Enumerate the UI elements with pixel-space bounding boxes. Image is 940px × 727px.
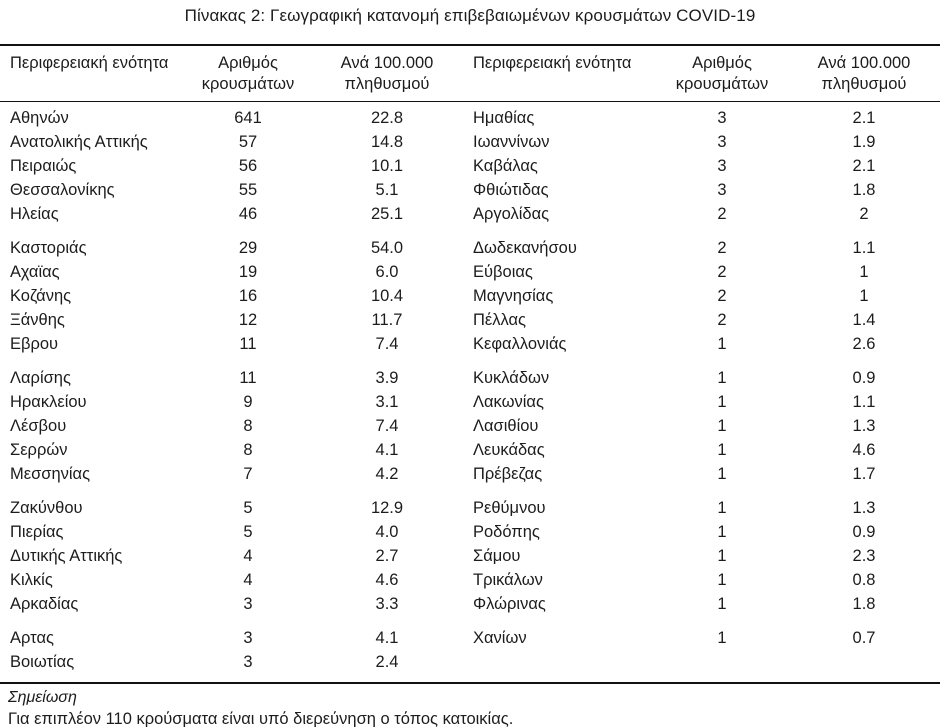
region-cell: Ξάνθης [10,311,65,329]
region-cell: Κιλκίς [10,571,53,589]
region-cell: Κεφαλλονιάς [473,335,567,353]
cases-cell: 11 [239,335,257,353]
rate-cell: 3.1 [375,393,399,411]
cases-cell: 2 [717,205,727,223]
cases-cell: 3 [243,595,253,613]
table-row [0,284,940,308]
cases-cell: 46 [238,205,258,223]
rate-cell: 6.0 [375,263,399,281]
cases-cell: 11 [239,369,257,387]
region-cell: Φλώρινας [473,595,546,613]
table-row [0,568,940,592]
column-header-cases-left: Αριθμός κρουσμάτων [182,45,314,102]
rate-cell [788,650,940,683]
cases-cell: 5 [243,499,253,517]
cases-cell: 9 [243,393,253,411]
region-cell: Αρτας [10,629,54,647]
table-row [0,130,940,154]
region-cell: Πέλλας [473,311,527,329]
cases-cell: 19 [238,263,258,281]
rate-cell: 12.9 [370,499,404,517]
cases-cell: 2 [717,239,727,257]
region-cell: Ηλείας [10,205,59,223]
rate-cell: 25.1 [370,205,404,223]
rate-cell: 0.8 [852,571,876,589]
region-cell: Σάμου [473,547,521,565]
cases-cell: 3 [717,181,727,199]
rate-cell: 54.0 [370,239,404,257]
region-cell: Χανίων [473,629,527,647]
region-cell: Κυκλάδων [473,369,550,387]
table-row [0,462,940,486]
table-row [0,390,940,414]
cases-cell: 1 [717,571,727,589]
region-cell: Εβρου [10,335,59,353]
cases-cell: 3 [243,653,253,671]
rate-cell: 2.1 [852,157,876,175]
region-cell: Καβάλας [473,157,538,175]
rate-cell: 2 [859,205,869,223]
region-cell: Λαρίσης [10,369,71,387]
table-row [0,520,940,544]
region-cell: Κοζάνης [10,287,72,305]
note-label: Σημείωση [8,689,77,706]
region-cell: Αχαϊας [10,263,60,281]
cases-cell [656,650,788,683]
table-row [0,178,940,202]
table-row [0,154,940,178]
region-cell: Σερρών [10,441,68,459]
table-title: Πίνακας 2: Γεωγραφική κατανομή επιβεβαιωμένων κρουσμάτων COVID-19 [184,6,756,25]
rate-cell: 2.3 [852,547,876,565]
rate-cell: 7.4 [375,417,399,435]
table-body [0,102,940,684]
rate-cell: 4.6 [852,441,876,459]
cases-cell: 1 [717,441,727,459]
region-cell: Πρέβεζας [473,465,543,483]
rate-cell: 14.8 [370,133,404,151]
region-cell: Λευκάδας [473,441,545,459]
table-row [0,544,940,568]
region-cell: Φθιώτιδας [473,181,549,199]
cases-cell: 1 [717,369,727,387]
rate-cell: 2.1 [852,109,876,127]
rate-cell: 1 [859,287,869,305]
cases-cell: 1 [717,335,727,353]
rate-cell: 0.7 [852,629,876,647]
note-text: Για επιπλέον 110 κρούσματα είναι υπό διερεύνηση ο τόπος κατοικίας. [8,710,514,727]
rate-cell: 10.1 [370,157,404,175]
rate-cell: 1.9 [852,133,876,151]
region-cell: Ηρακλείου [10,393,87,411]
cases-cell: 1 [717,393,727,411]
rate-cell: 4.0 [375,523,399,541]
cases-cell: 2 [717,263,727,281]
region-cell: Δυτικής Αττικής [10,547,123,565]
rate-cell: 4.1 [375,441,399,459]
rate-cell: 1 [859,263,869,281]
cases-cell: 5 [243,523,253,541]
column-header-cases-right: Αριθμός κρουσμάτων [656,45,788,102]
table-row [0,356,940,390]
cases-cell: 1 [717,595,727,613]
table-row [0,202,940,226]
cases-cell: 1 [717,417,727,435]
rate-cell: 1.7 [852,465,876,483]
note-section [0,684,940,727]
cases-cell: 4 [243,547,253,565]
table-row [0,438,940,462]
cases-cell: 29 [238,239,258,257]
rate-cell: 7.4 [375,335,399,353]
table-row [0,260,940,284]
cases-cell: 4 [243,571,253,589]
cases-cell: 1 [717,499,727,517]
covid-distribution-table [0,44,940,684]
column-header-region-right: Περιφερειακή ενότητα [460,45,656,102]
cases-cell: 1 [717,465,727,483]
table-header [0,45,940,102]
table-row [0,592,940,616]
column-header-per100k-right: Ανά 100.000 πληθυσμού [788,45,940,102]
table-row [0,616,940,650]
header-row [0,45,940,102]
region-cell: Ημαθίας [473,109,535,127]
rate-cell: 22.8 [370,109,404,127]
table-row [0,414,940,438]
rate-cell: 2.6 [852,335,876,353]
cases-cell: 12 [238,311,258,329]
rate-cell: 1.3 [852,417,876,435]
region-cell: Αθηνών [10,109,69,127]
region-cell: Ρεθύμνου [473,499,546,517]
table-row [0,486,940,520]
cases-cell: 16 [238,287,258,305]
region-cell: Ζακύνθου [10,499,83,517]
cases-cell: 1 [717,523,727,541]
region-cell: Τρικάλων [473,571,543,589]
region-cell: Ιωαννίνων [473,133,550,151]
rate-cell: 4.6 [375,571,399,589]
region-cell: Εύβοιας [473,263,533,281]
cases-cell: 56 [238,157,258,175]
cases-cell: 8 [243,417,253,435]
region-cell: Αργολίδας [473,205,550,223]
region-cell: Βοιωτίας [10,653,75,671]
rate-cell: 5.1 [375,181,399,199]
cases-cell: 2 [717,311,727,329]
region-cell: Αρκαδίας [10,595,79,613]
region-cell: Ροδόπης [473,523,540,541]
region-cell: Καστοριάς [10,239,87,257]
rate-cell: 2.4 [375,653,399,671]
cases-cell: 55 [238,181,258,199]
rate-cell: 1.1 [852,393,876,411]
rate-cell: 1.1 [852,239,876,257]
cases-cell: 57 [238,133,258,151]
rate-cell: 11.7 [371,311,403,329]
cases-cell: 3 [717,157,727,175]
rate-cell: 1.8 [852,595,876,613]
cases-cell: 8 [243,441,253,459]
region-cell: Πιερίας [10,523,64,541]
table-row [0,308,940,332]
cases-cell: 2 [717,287,727,305]
region-cell [460,650,656,683]
cases-cell: 7 [243,465,253,483]
table-row [0,102,940,131]
rate-cell: 4.2 [375,465,399,483]
region-cell: Λασιθίου [473,417,539,435]
rate-cell: 1.4 [852,311,876,329]
rate-cell: 1.8 [852,181,876,199]
cases-cell: 1 [717,629,727,647]
rate-cell: 3.3 [375,595,399,613]
region-cell: Μαγνησίας [473,287,554,305]
region-cell: Ανατολικής Αττικής [10,133,148,151]
rate-cell: 1.3 [852,499,876,517]
cases-cell: 1 [717,547,727,565]
rate-cell: 4.1 [375,629,399,647]
region-cell: Θεσσαλονίκης [10,181,115,199]
table-row [0,650,940,683]
region-cell: Δωδεκανήσου [473,239,577,257]
cases-cell: 3 [717,133,727,151]
region-cell: Λέσβου [10,417,67,435]
region-cell: Μεσσηνίας [10,465,91,483]
rate-cell: 3.9 [375,369,399,387]
table-row [0,332,940,356]
rate-cell: 2.7 [375,547,399,565]
rate-cell: 10.4 [370,287,404,305]
region-cell: Λακωνίας [473,393,544,411]
region-cell: Πειραιώς [10,157,77,175]
rate-cell: 0.9 [852,523,876,541]
cases-cell: 3 [243,629,253,647]
cases-cell: 3 [717,109,727,127]
column-header-per100k-left: Ανά 100.000 πληθυσμού [314,45,460,102]
cases-cell: 641 [234,109,262,127]
column-header-region-left: Περιφερειακή ενότητα [0,45,182,102]
table-row [0,226,940,260]
rate-cell: 0.9 [852,369,876,387]
